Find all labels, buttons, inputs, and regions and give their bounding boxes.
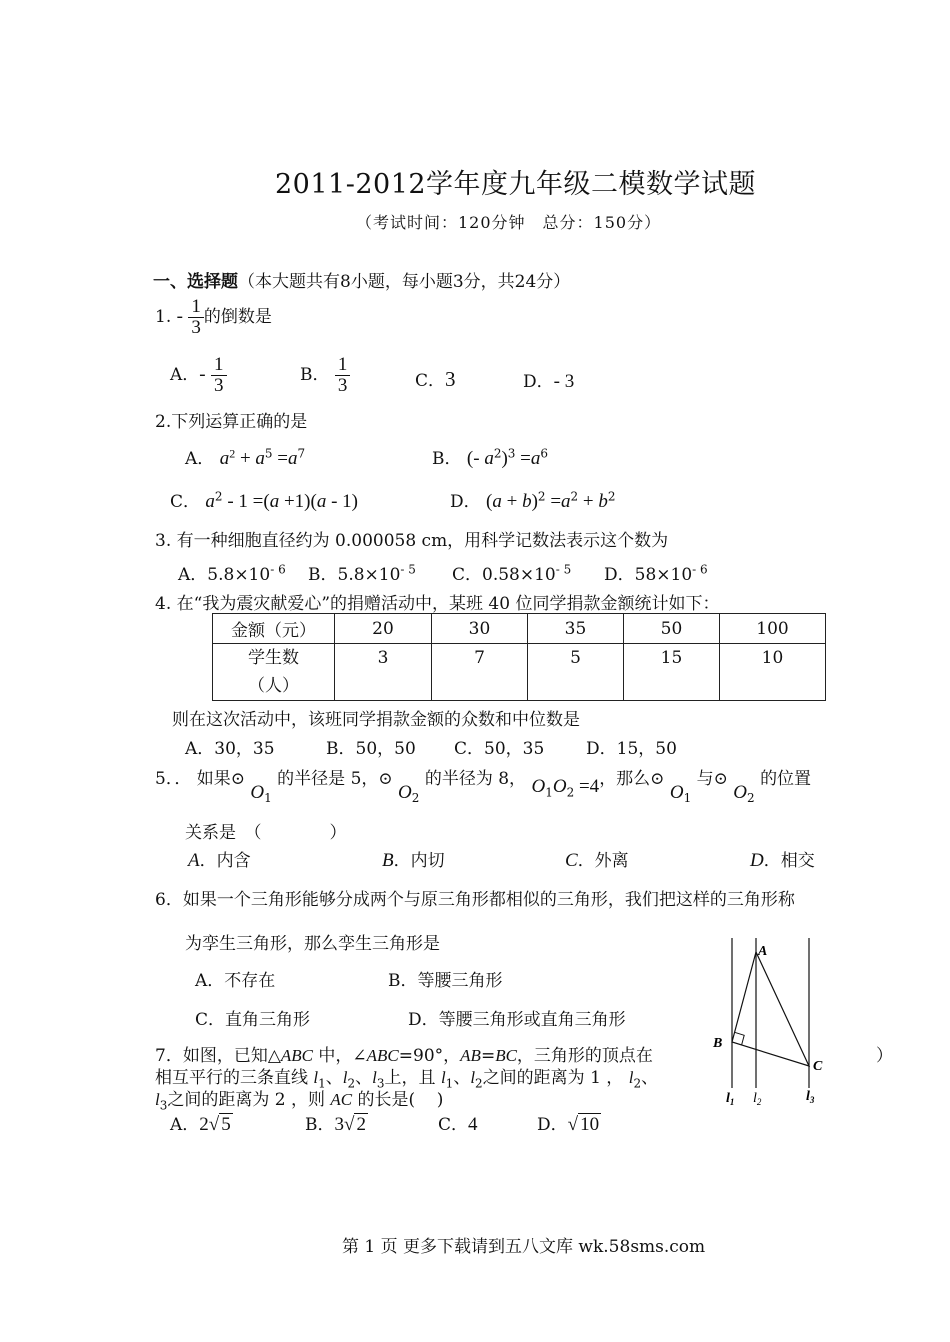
table-cell: 30: [432, 614, 528, 644]
table-cell: 3: [335, 644, 432, 701]
q4-option-d: D．15，50: [586, 739, 677, 759]
q3-option-d: D．$58\times 10^{- 6}$: [604, 562, 708, 585]
stray-paren: ）: [876, 1046, 893, 1066]
q2-option-a: A． $a^2 + a^5 =a^7$: [185, 446, 306, 469]
q2-option-d: D． $(a + b)^2 =a^2 + b^2$: [450, 489, 616, 512]
label-c: C: [813, 1059, 823, 1074]
question-5: 5．． 如果⊙ $O_1$ 的半径是 5，⊙ $O_2$ 的半径为 8， $O_1O_2 =4$，那么⊙ $O_1$ 与⊙ $O_2$ 的位置: [155, 769, 812, 806]
question-1: [155, 297, 272, 338]
table-cell: 50: [624, 614, 720, 644]
exam-info: （考试时间：120分钟 总分：150分）: [356, 213, 662, 232]
table-cell: 20: [335, 614, 432, 644]
question-2: 2.下列运算正确的是: [155, 412, 308, 432]
q4-option-c: C．50，35: [454, 739, 545, 759]
table-cell: 5: [528, 644, 624, 701]
q3-option-c: C．$0.58\times 10^{- 5}$: [452, 562, 572, 585]
label-l3: $l_3$: [806, 1089, 815, 1105]
q7-option-c: C．4: [438, 1114, 478, 1135]
q5-line2: 关系是 （ ）: [185, 823, 347, 843]
q5-option-d: D．相交: [750, 850, 815, 871]
q6-option-c: C．直角三角形: [195, 1010, 311, 1030]
question-7-line1: 7．如图，已知△ABC 中，∠ABC=90°，AB=BC，三角形的顶点在: [155, 1046, 653, 1066]
q5-option-b: B．内切: [382, 850, 445, 871]
table-header: 学生数 （人）: [213, 644, 335, 701]
label-l2: $l_2$: [753, 1091, 762, 1107]
table-cell: 100: [720, 614, 826, 644]
table-cell: 35: [528, 614, 624, 644]
q4-question: 则在这次活动中，该班同学捐款金额的众数和中位数是: [172, 710, 580, 730]
page-title: 2011-2012学年度九年级二模数学试题: [275, 169, 757, 200]
question-number: 1.: [155, 307, 172, 327]
q2-option-b: B． (- $a^2)^3 =a^6$: [432, 446, 549, 469]
q7-option-b: B．3√ 2: [305, 1114, 366, 1135]
table-row: [213, 644, 826, 701]
q4-option-a: A．30，35: [185, 739, 275, 759]
q4-option-b: B．50，50: [326, 739, 416, 759]
label-l1: $l_1$: [726, 1091, 735, 1107]
section-note: （本大题共有8小题，每小题3分，共24分）: [238, 272, 571, 292]
question-7-line2: 相互平行的三条直线 $l_1$、$l_2$、$l_3$上，且 $l_1$、$l_2$之间的距离为 1 ， $l_2$、: [155, 1068, 659, 1091]
fraction: $\frac{1}{3}$: [188, 297, 204, 338]
q3-option-b: B．$5.8\times 10^{- 5}$: [308, 562, 416, 585]
q6-option-d: D．等腰三角形或直角三角形: [408, 1010, 626, 1030]
question-4: 4. 在“我为震灾献爱心”的捐赠活动中，某班 40 位同学捐款金额统计如下：: [155, 594, 720, 614]
q1-option-d: D．- 3: [523, 371, 575, 392]
label-a: A: [758, 944, 768, 959]
section-title: 一、选择题: [153, 272, 238, 292]
label-b: B: [713, 1036, 723, 1051]
minus-sign: -: [176, 306, 183, 327]
table-cell: 15: [624, 644, 720, 701]
question-text: 的倒数是: [203, 307, 272, 327]
table-header: 金额（元）: [213, 614, 335, 644]
question-6: 6．如果一个三角形能够分成两个与原三角形都相似的三角形，我们把这样的三角形称: [155, 890, 795, 910]
table-row: [213, 614, 826, 644]
question-3: 3. 有一种细胞直径约为 0.000058 cm，用科学记数法表示这个数为: [155, 531, 669, 551]
table-cell: 7: [432, 644, 528, 701]
triangle-abc: [732, 952, 809, 1066]
question-6-line2: 为孪生三角形，那么孪生三角形是: [185, 934, 440, 954]
q6-option-a: A．不存在: [195, 971, 276, 991]
table-cell: 10: [720, 644, 826, 701]
q7-option-d: D．√ 10: [537, 1114, 600, 1135]
q1-option-a: A．- $\frac{1}{3}$: [170, 355, 227, 396]
q6-option-b: B．等腰三角形: [388, 971, 503, 991]
triangle-figure: [713, 930, 823, 1120]
q7-option-a: A．2√ 5: [170, 1114, 231, 1135]
q2-option-c: C． $a^2 - 1 =(a +1)(a - 1)$: [170, 489, 358, 512]
donation-table: [212, 613, 826, 701]
q3-option-a: A．$5.8\times 10^{- 6}$: [178, 562, 286, 585]
section-heading: [153, 267, 570, 292]
q1-option-b: B． $\frac{1}{3}$: [300, 355, 350, 396]
q1-option-c: C．3: [415, 367, 456, 391]
question-7-line3: $l_3$之间的距离为 2 ，则 AC 的长是( ): [155, 1090, 444, 1113]
q5-option-a: A．内含: [188, 850, 251, 871]
q5-option-c: C．外离: [565, 850, 629, 871]
page-footer: 第 1 页 更多下载请到五八文库 wk.58sms.com: [342, 1237, 706, 1257]
